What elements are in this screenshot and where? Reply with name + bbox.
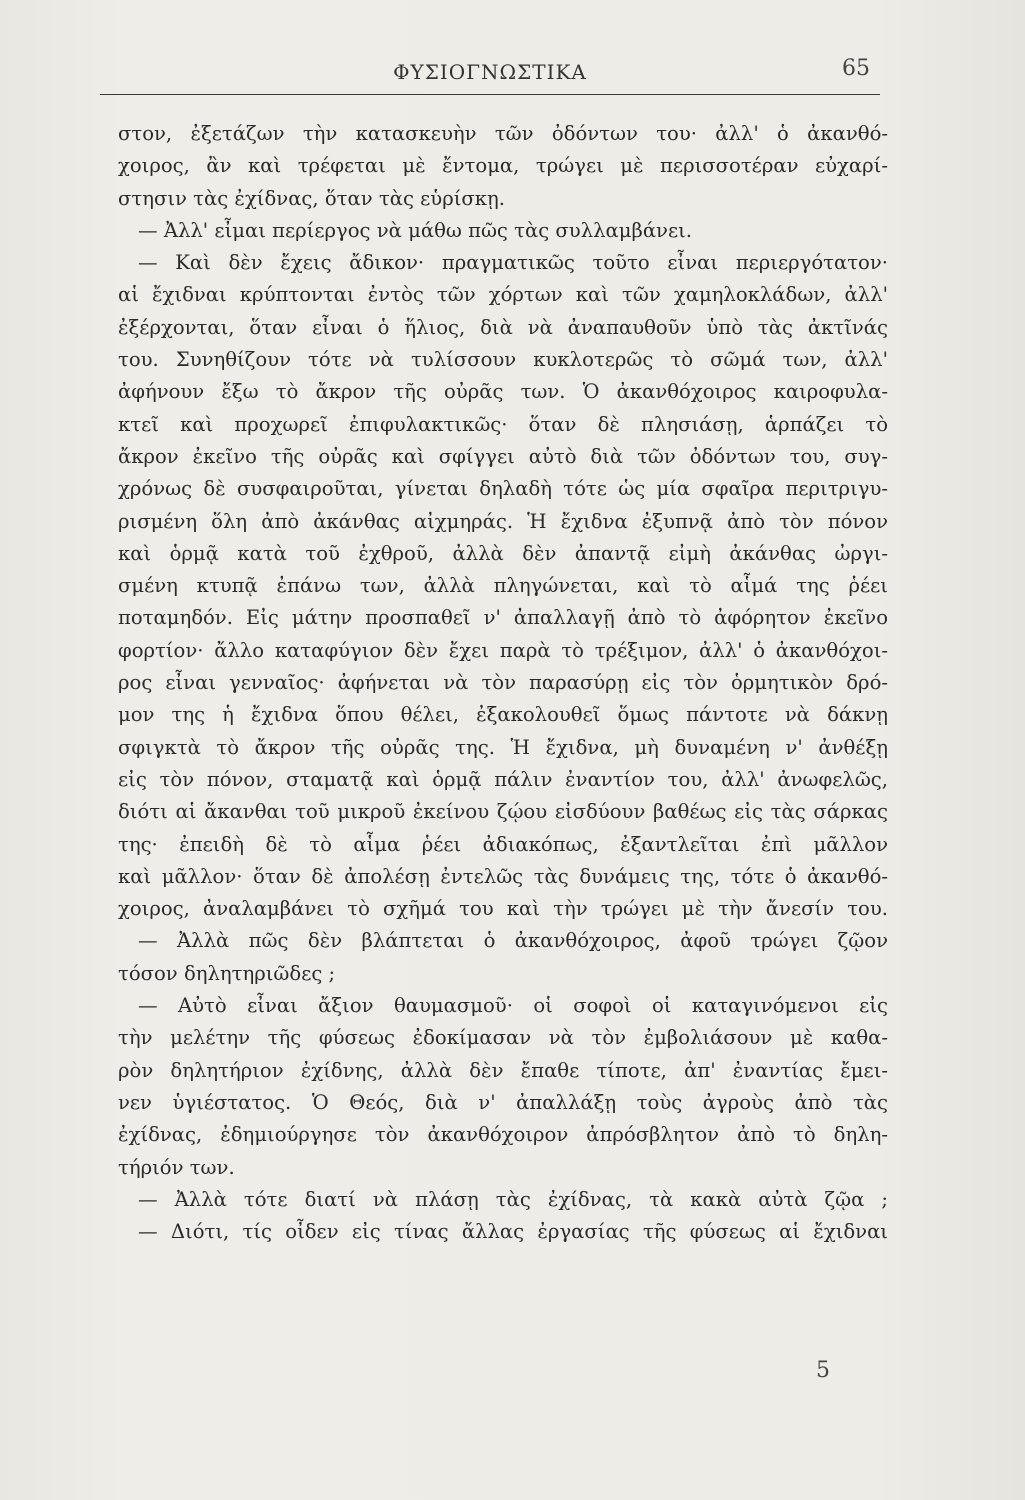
text-line: — Καὶ δὲν ἔχεις ἄδικον· πραγματικῶς τοῦτο εἶναι περιεργότατον· (138, 251, 888, 275)
text-line: σφιγκτὰ τὸ ἄκρον τῆς οὐρᾶς της. Ἡ ἔχιδνα, μὴ δυναμένη ν' ἀνθέξῃ (118, 735, 888, 759)
running-head (100, 56, 880, 100)
text-line: ἀφήνουν ἔξω τὸ ἄκρον τῆς οὐρᾶς των. Ὁ ἀκανθόχοιρος καιροφυλα- (118, 380, 888, 404)
text-line: σμένη κτυπᾷ ἐπάνω των, ἀλλὰ πληγώνεται, καὶ τὸ αἷμά της ῥέει (118, 574, 888, 598)
body-text (118, 118, 888, 1248)
signature-mark: 5 (816, 1358, 830, 1383)
text-line: φορτίον· ἄλλο καταφύγιον δὲν ἔχει παρὰ τὸ τρέξιμον, ἀλλ' ὁ ἀκανθόχοι- (118, 638, 888, 662)
text-line: του. Συνηθίζουν τότε νὰ τυλίσσουν κυκλοτερῶς τὸ σῶμά των, ἀλλ' (118, 348, 888, 372)
text-line: — Διότι, τίς οἶδεν εἰς τίνας ἄλλας ἐργασίας τῆς φύσεως αἱ ἔχιδναι (138, 1220, 888, 1244)
text-line: χρόνως δὲ συσφαιροῦται, γίνεται δηλαδὴ τότε ὡς μία σφαῖρα περιτριγυ- (118, 477, 888, 501)
text-line: ρος εἶναι γενναῖος· ἀφήνεται νὰ τὸν παρασύρῃ εἰς τὸν ὁρμητικὸν δρό- (118, 671, 888, 695)
text-line: ἄκρον ἐκεῖνο τῆς οὐρᾶς καὶ σφίγγει αὐτὸ διὰ τῶν ὀδόντων του, συγ- (118, 444, 888, 468)
text-line: κτεῖ καὶ προχωρεῖ ἐπιφυλακτικῶς· ὅταν δὲ πλησιάσῃ, ἁρπάζει τὸ (118, 412, 888, 436)
text-line: ποταμηδόν. Εἰς μάτην προσπαθεῖ ν' ἀπαλλαγῇ ἀπὸ τὸ ἀφόρητον ἐκεῖνο (118, 606, 888, 630)
text-line: ρισμένη ὅλη ἀπὸ ἀκάνθας αἰχμηράς. Ἡ ἔχιδνα ἐξυπνᾷ ἀπὸ τὸν πόνον (118, 509, 888, 533)
text-line: νεν ὑγιέστατος. Ὁ Θεός, διὰ ν' ἀπαλλάξῃ τοὺς ἀγροὺς ἀπὸ τὰς (118, 1090, 888, 1114)
running-title: ΦΥΣΙΟΓΝΩΣΤΙΚΑ (393, 60, 587, 84)
page-number: 65 (842, 56, 870, 81)
text-line: ἐχίδνας, ἐδημιούργησε τὸν ἀκανθόχοιρον ἀπρόσβλητον ἀπὸ τὸ δηλη- (118, 1123, 888, 1147)
text-line: στον, ἐξετάζων τὴν κατασκευὴν τῶν ὀδόντων του· ἀλλ' ὁ ἀκανθό- (118, 122, 888, 145)
header-rule (100, 94, 880, 95)
text-line: καὶ μᾶλλον· ὅταν δὲ ἀπολέσῃ ἐντελῶς τὰς δυνάμεις της, τότε ὁ ἀκανθό- (118, 864, 888, 888)
text-line: — Αὐτὸ εἶναι ἄξιον θαυμασμοῦ· οἱ σοφοὶ οἱ καταγινόμενοι εἰς (138, 994, 888, 1018)
text-line: εἰς τὸν πόνον, σταματᾷ καὶ ὁρμᾷ πάλιν ἐναντίον του, ἀλλ' ἀνωφελῶς, (118, 767, 888, 791)
text-line: τόσον δηλητηριῶδες ; (118, 961, 336, 985)
text-line: αἱ ἔχιδναι κρύπτονται ἐντὸς τῶν χόρτων καὶ τῶν χαμηλοκλάδων, ἀλλ' (118, 283, 888, 307)
text-line: διότι αἱ ἄκανθαι τοῦ μικροῦ ἐκείνου ζῴου εἰσδύουν βαθέως εἰς τὰς σάρκας (118, 800, 888, 824)
text-line: χοιρος, ἀναλαμβάνει τὸ σχῆμά του καὶ τὴν τρώγει μὲ τὴν ἄνεσίν του. (118, 897, 888, 921)
text-line: τήριόν των. (118, 1155, 235, 1179)
text-line: τὴν μελέτην τῆς φύσεως ἐδοκίμασαν νὰ τὸν ἐμβολιάσουν μὲ καθα- (118, 1026, 888, 1050)
text-line: μον της ἡ ἔχιδνα ὅπου θέλει, ἐξακολουθεῖ ὅμως πάντοτε νὰ δάκνῃ (118, 703, 888, 727)
text-line: καὶ ὁρμᾷ κατὰ τοῦ ἐχθροῦ, ἀλλὰ δὲν ἀπαντᾷ εἰμὴ ἀκάνθας ὠργι- (118, 541, 888, 565)
text-line: — Ἀλλ' εἶμαι περίεργος νὰ μάθω πῶς τὰς συλλαμβάνει. (138, 218, 693, 242)
text-line: χοιρος, ἂν καὶ τρέφεται μὲ ἔντομα, τρώγει μὲ περισσοτέραν εὐχαρί- (118, 154, 888, 178)
text-line: ρὸν δηλητήριον ἐχίδνης, ἀλλὰ δὲν ἔπαθε τίποτε, ἀπ' ἐναντίας ἔμει- (118, 1058, 888, 1082)
text-line: της· ἐπειδὴ δὲ τὸ αἷμα ῥέει ἀδιακόπως, ἐξαντλεῖται ἐπὶ μᾶλλον (118, 832, 888, 856)
text-line: — Ἀλλὰ πῶς δὲν βλάπτεται ὁ ἀκανθόχοιρος, ἀφοῦ τρώγει ζῷον (138, 929, 888, 953)
text-line: ἐξέρχονται, ὅταν εἶναι ὁ ἥλιος, διὰ νὰ ἀναπαυθοῦν ὑπὸ τὰς ἀκτῖνάς (118, 315, 888, 339)
text-line: στησιν τὰς ἐχίδνας, ὅταν τὰς εὑρίσκῃ. (118, 186, 505, 210)
text-line: — Ἀλλὰ τότε διατί νὰ πλάσῃ τὰς ἐχίδνας, τὰ κακὰ αὐτὰ ζῷα ; (138, 1187, 888, 1211)
